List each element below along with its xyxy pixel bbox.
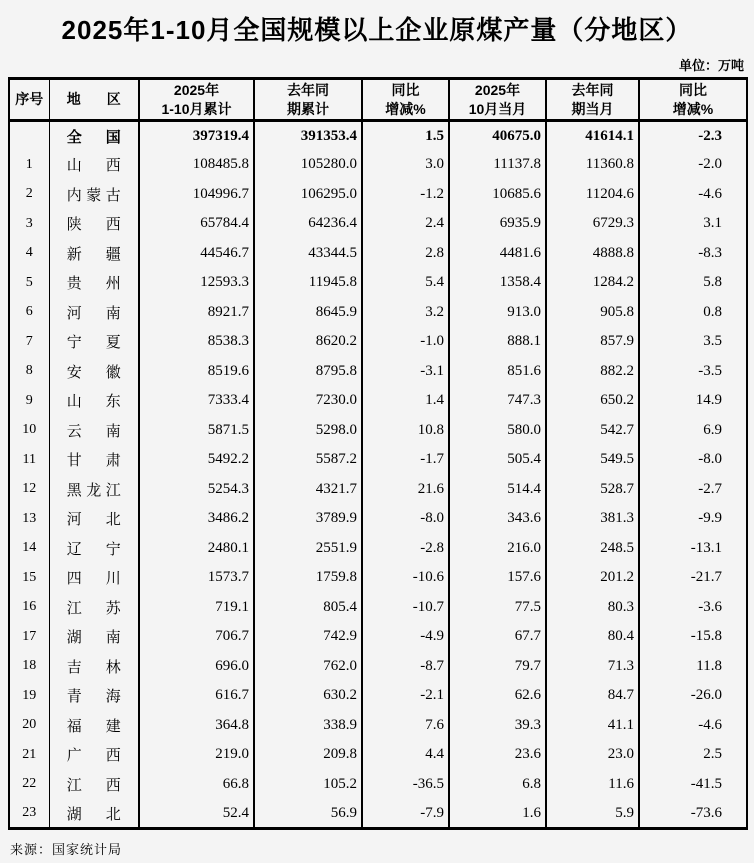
region-cell: 辽宁 [49,534,139,564]
row-index-cell: 19 [22,687,37,703]
row-index-cell: 18 [22,658,37,674]
value-cell: 65784.4 [139,209,254,239]
value-cell: 201.2 [546,563,639,593]
region-cell: 甘肃 [49,445,139,475]
region-cell: 青海 [49,681,139,711]
value-cell: 80.3 [546,593,639,623]
value-cell: 21.6 [362,475,449,505]
column-header: 2025年 10月当月 [449,79,546,121]
value-cell: 5254.3 [139,475,254,505]
value-cell: 62.6 [449,681,546,711]
column-header: 去年同 期累计 [254,79,362,121]
value-cell: 41614.1 [546,121,639,151]
value-cell: 40675.0 [449,121,546,151]
value-cell: 514.4 [449,475,546,505]
value-cell: 10685.6 [449,180,546,210]
table-row [9,799,747,829]
row-index-cell: 14 [22,540,37,556]
region-cell: 湖南 [49,622,139,652]
value-cell: 7230.0 [254,386,362,416]
value-cell: 696.0 [139,652,254,682]
value-cell: 12593.3 [139,268,254,298]
value-cell: 8645.9 [254,298,362,328]
value-cell: 4321.7 [254,475,362,505]
value-cell: 542.7 [546,416,639,446]
region-cell: 内蒙古 [49,180,139,210]
value-cell: -7.9 [362,799,449,829]
unit-label: 单位：万吨 [678,58,744,74]
source-note: 来源：国家统计局 [10,842,123,858]
value-cell: 11945.8 [254,268,362,298]
value-cell: 6.8 [449,770,546,800]
row-index-cell: 23 [22,805,37,821]
row-index-cell: 8 [25,363,33,379]
region-cell: 河南 [49,298,139,328]
value-cell: -10.6 [362,563,449,593]
value-cell: 5587.2 [254,445,362,475]
region-cell: 贵州 [49,268,139,298]
value-cell: 104996.7 [139,180,254,210]
value-cell: 64236.4 [254,209,362,239]
region-cell: 福建 [49,711,139,741]
value-cell: 80.4 [546,622,639,652]
row-index-cell: 15 [22,569,37,585]
value-cell: 6935.9 [449,209,546,239]
value-cell: 8538.3 [139,327,254,357]
table-row [9,770,747,800]
value-cell: 1573.7 [139,563,254,593]
row-index-cell: 13 [22,510,37,526]
column-header: 地区 [49,79,139,121]
value-cell: 4888.8 [546,239,639,269]
table-row [9,593,747,623]
value-cell: -3.1 [362,357,449,387]
region-cell: 云南 [49,416,139,446]
value-cell: 8795.8 [254,357,362,387]
value-cell: -3.6 [639,593,747,623]
value-cell: 14.9 [639,386,747,416]
column-header: 序号 [9,79,49,121]
value-cell: 106295.0 [254,180,362,210]
value-cell: -36.5 [362,770,449,800]
value-cell: 66.8 [139,770,254,800]
value-cell: -41.5 [639,770,747,800]
table-row [9,298,747,328]
row-index-cell: 22 [22,776,37,792]
value-cell: 882.2 [546,357,639,387]
value-cell: -10.7 [362,593,449,623]
region-cell: 陕西 [49,209,139,239]
value-cell: 6729.3 [546,209,639,239]
value-cell: 719.1 [139,593,254,623]
table-row [9,681,747,711]
value-cell: 11.8 [639,652,747,682]
region-cell: 安徽 [49,357,139,387]
table-row [9,416,747,446]
value-cell: -2.8 [362,534,449,564]
value-cell: 2.4 [362,209,449,239]
region-cell: 宁夏 [49,327,139,357]
value-cell: 338.9 [254,711,362,741]
value-cell: 616.7 [139,681,254,711]
value-cell: 650.2 [546,386,639,416]
page-title: 2025年1-10月全国规模以上企业原煤产量（分地区） [61,15,693,45]
region-cell: 江西 [49,770,139,800]
value-cell: -73.6 [639,799,747,829]
value-cell: 8519.6 [139,357,254,387]
table-row [9,504,747,534]
value-cell: 5.8 [639,268,747,298]
column-header: 2025年 1-10月累计 [139,79,254,121]
value-cell: -4.9 [362,622,449,652]
value-cell: 2480.1 [139,534,254,564]
value-cell: 11137.8 [449,150,546,180]
value-cell: 5.9 [546,799,639,829]
value-cell: -13.1 [639,534,747,564]
value-cell: 2.8 [362,239,449,269]
region-cell: 新疆 [49,239,139,269]
value-cell: 0.8 [639,298,747,328]
value-cell: 3789.9 [254,504,362,534]
value-cell: 747.3 [449,386,546,416]
table-row [9,740,747,770]
value-cell: 3.5 [639,327,747,357]
column-header: 去年同 期当月 [546,79,639,121]
table-row [9,357,747,387]
value-cell: 1358.4 [449,268,546,298]
value-cell: 343.6 [449,504,546,534]
region-cell: 湖北 [49,799,139,829]
table-row [9,268,747,298]
value-cell: 857.9 [546,327,639,357]
value-cell: 77.5 [449,593,546,623]
value-cell: -8.3 [639,239,747,269]
row-index-cell: 1 [25,156,33,172]
table-body [9,121,747,829]
value-cell: 528.7 [546,475,639,505]
table-row [9,121,747,151]
value-cell: 67.7 [449,622,546,652]
header-row [9,79,747,121]
value-cell: 851.6 [449,357,546,387]
value-cell: 71.3 [546,652,639,682]
value-cell: 630.2 [254,681,362,711]
row-index-cell [9,121,49,151]
column-header: 同比 增减% [362,79,449,121]
value-cell: -21.7 [639,563,747,593]
table-row [9,180,747,210]
row-index-cell: 17 [22,628,37,644]
row-index-cell: 3 [25,215,33,231]
value-cell: 888.1 [449,327,546,357]
region-cell: 黑龙江 [49,475,139,505]
value-cell: 56.9 [254,799,362,829]
value-cell: 706.7 [139,622,254,652]
value-cell: -2.1 [362,681,449,711]
value-cell: 5298.0 [254,416,362,446]
value-cell: 742.9 [254,622,362,652]
value-cell: 1284.2 [546,268,639,298]
row-index-cell: 20 [22,717,37,733]
value-cell: 41.1 [546,711,639,741]
value-cell: 11204.6 [546,180,639,210]
value-cell: 1759.8 [254,563,362,593]
value-cell: 3.2 [362,298,449,328]
value-cell: 84.7 [546,681,639,711]
table-row [9,386,747,416]
value-cell: 157.6 [449,563,546,593]
region-cell: 吉林 [49,652,139,682]
value-cell: 913.0 [449,298,546,328]
region-cell: 江苏 [49,593,139,623]
value-cell: 381.3 [546,504,639,534]
value-cell: 4481.6 [449,239,546,269]
value-cell: 2.5 [639,740,747,770]
column-header: 同比 增减% [639,79,747,121]
value-cell: -8.0 [639,445,747,475]
row-index-cell: 5 [25,274,33,290]
value-cell: 1.5 [362,121,449,151]
value-cell: 108485.8 [139,150,254,180]
value-cell: -2.7 [639,475,747,505]
value-cell: -2.3 [639,121,747,151]
value-cell: 6.9 [639,416,747,446]
table-row [9,711,747,741]
table-row [9,445,747,475]
row-index-cell: 9 [25,392,33,408]
row-index-cell: 6 [25,304,33,320]
value-cell: 8620.2 [254,327,362,357]
value-cell: 505.4 [449,445,546,475]
value-cell: -1.7 [362,445,449,475]
row-index-cell: 2 [25,186,33,202]
value-cell: -1.2 [362,180,449,210]
value-cell: -1.0 [362,327,449,357]
value-cell: 8921.7 [139,298,254,328]
region-cell: 广西 [49,740,139,770]
value-cell: 1.4 [362,386,449,416]
value-cell: 4.4 [362,740,449,770]
region-cell: 河北 [49,504,139,534]
value-cell: 3.0 [362,150,449,180]
table-row [9,534,747,564]
value-cell: 248.5 [546,534,639,564]
value-cell: 10.8 [362,416,449,446]
value-cell: 11360.8 [546,150,639,180]
row-index-cell: 16 [22,599,37,615]
table-row [9,563,747,593]
value-cell: 1.6 [449,799,546,829]
value-cell: 905.8 [546,298,639,328]
value-cell: 5.4 [362,268,449,298]
value-cell: 105.2 [254,770,362,800]
table-row [9,239,747,269]
value-cell: 39.3 [449,711,546,741]
value-cell: 391353.4 [254,121,362,151]
value-cell: 23.0 [546,740,639,770]
value-cell: 79.7 [449,652,546,682]
value-cell: 549.5 [546,445,639,475]
value-cell: 219.0 [139,740,254,770]
value-cell: 105280.0 [254,150,362,180]
region-cell: 全国 [49,121,139,151]
value-cell: 11.6 [546,770,639,800]
value-cell: 364.8 [139,711,254,741]
table-row [9,475,747,505]
value-cell: 216.0 [449,534,546,564]
value-cell: 762.0 [254,652,362,682]
table-row [9,327,747,357]
region-cell: 四川 [49,563,139,593]
value-cell: 5871.5 [139,416,254,446]
row-index-cell: 7 [25,333,33,349]
region-cell: 山西 [49,150,139,180]
table-row [9,652,747,682]
value-cell: 52.4 [139,799,254,829]
value-cell: -8.0 [362,504,449,534]
value-cell: -2.0 [639,150,747,180]
value-cell: 5492.2 [139,445,254,475]
value-cell: -26.0 [639,681,747,711]
value-cell: 43344.5 [254,239,362,269]
row-index-cell: 10 [22,422,37,438]
value-cell: 44546.7 [139,239,254,269]
table-row [9,209,747,239]
value-cell: -3.5 [639,357,747,387]
value-cell: 3.1 [639,209,747,239]
value-cell: 397319.4 [139,121,254,151]
value-cell: 805.4 [254,593,362,623]
value-cell: 580.0 [449,416,546,446]
value-cell: 7.6 [362,711,449,741]
region-cell: 山东 [49,386,139,416]
row-index-cell: 4 [25,245,33,261]
value-cell: -15.8 [639,622,747,652]
value-cell: -9.9 [639,504,747,534]
data-table [8,77,748,830]
row-index-cell: 11 [22,451,36,467]
value-cell: 7333.4 [139,386,254,416]
value-cell: 2551.9 [254,534,362,564]
value-cell: 23.6 [449,740,546,770]
row-index-cell: 21 [22,746,37,762]
value-cell: -4.6 [639,180,747,210]
table-row [9,150,747,180]
value-cell: -4.6 [639,711,747,741]
row-index-cell: 12 [22,481,37,497]
value-cell: 3486.2 [139,504,254,534]
table-row [9,622,747,652]
value-cell: -8.7 [362,652,449,682]
value-cell: 209.8 [254,740,362,770]
